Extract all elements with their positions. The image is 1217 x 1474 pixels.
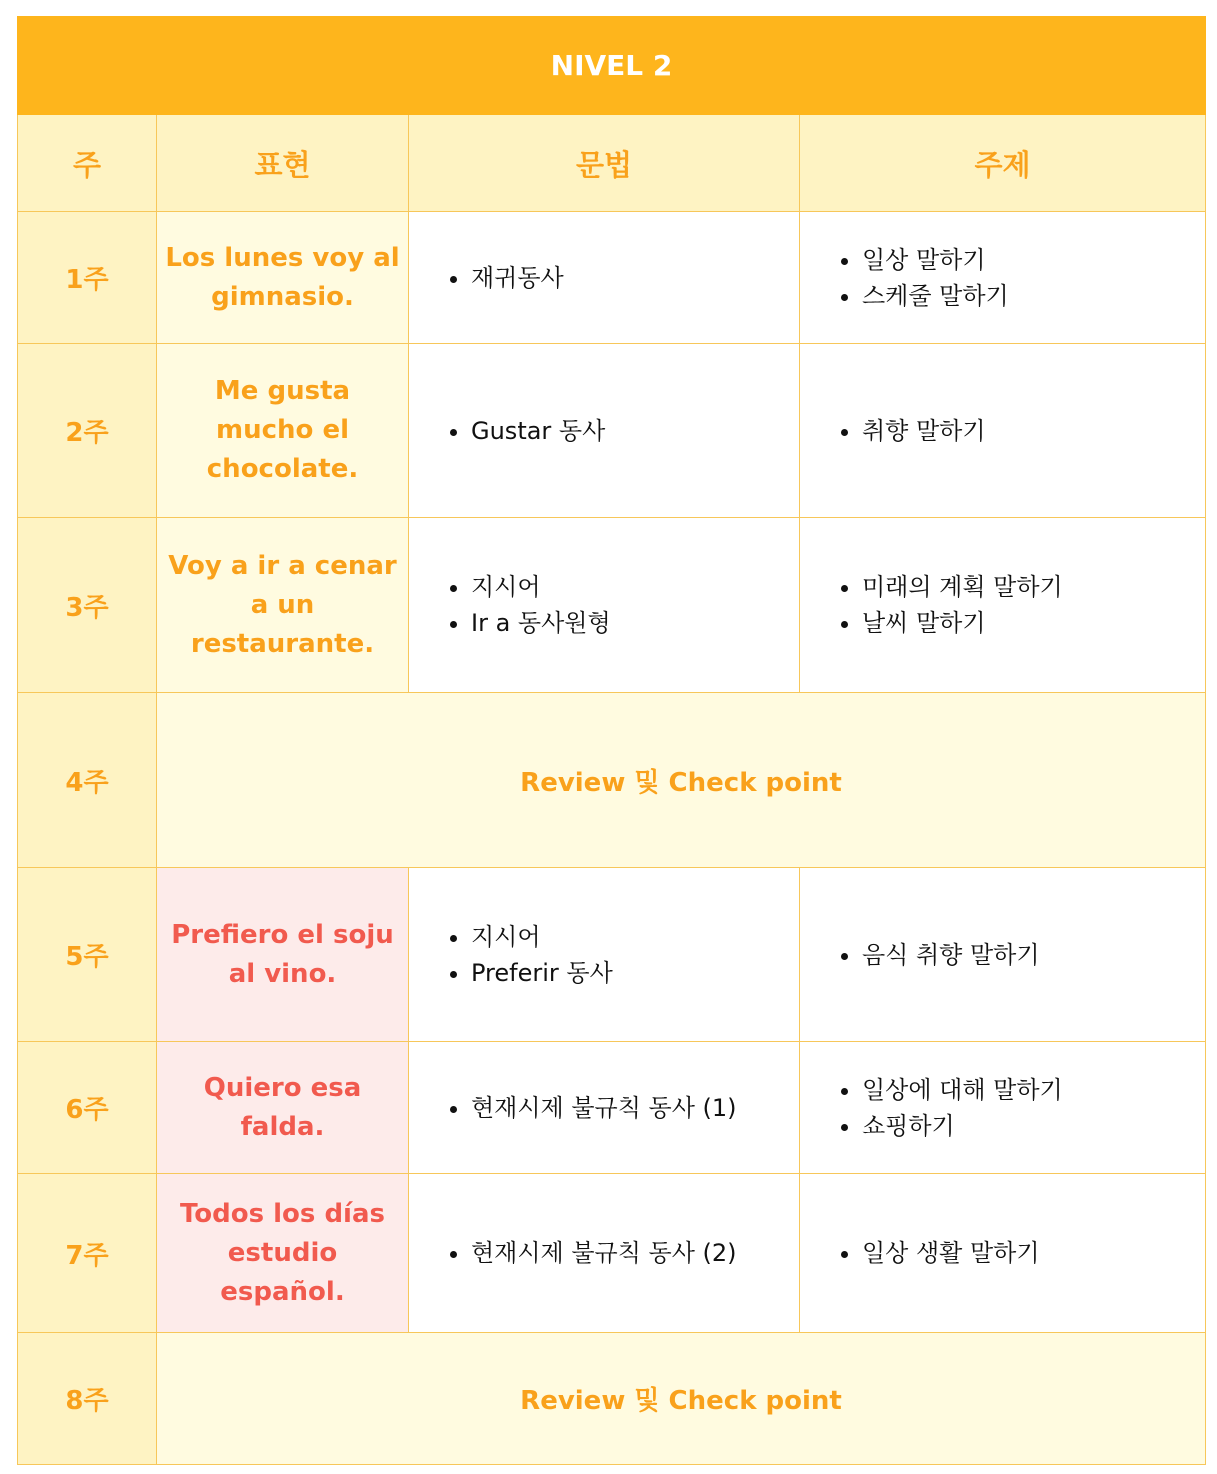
expression-text: Todos los días estudio español. <box>157 1174 409 1333</box>
grammar-list <box>409 1042 800 1174</box>
grammar-list <box>409 868 800 1042</box>
grammar-item: • Gustar 동사 <box>471 413 799 449</box>
header-topic: 주제 <box>800 115 1206 212</box>
week-label: 7주 <box>18 1174 157 1333</box>
expression-text: Voy a ir a cenar a un restaurante. <box>157 518 409 693</box>
week-label: 2주 <box>18 344 157 518</box>
table-row <box>18 344 1206 518</box>
topic-item: • 일상 생활 말하기 <box>862 1235 1205 1271</box>
table-row <box>18 518 1206 693</box>
topic-list <box>800 1042 1206 1174</box>
header-week: 주 <box>18 115 157 212</box>
topic-item: • 일상 말하기 <box>862 242 1205 278</box>
grammar-item: • 현재시제 불규칙 동사 (1) <box>471 1090 799 1126</box>
header-grammar: 문법 <box>409 115 800 212</box>
topic-item: • 미래의 계획 말하기 <box>862 569 1205 605</box>
week-label: 5주 <box>18 868 157 1042</box>
header-expression: 표현 <box>157 115 409 212</box>
grammar-item: • 지시어 <box>471 569 799 605</box>
table-row <box>18 1042 1206 1174</box>
topic-list <box>800 1174 1206 1333</box>
expression-text: Quiero esa falda. <box>157 1042 409 1174</box>
grammar-item: • Ir a 동사원형 <box>471 605 799 641</box>
topic-item: • 일상에 대해 말하기 <box>862 1072 1205 1108</box>
table-row <box>18 212 1206 344</box>
grammar-item: • 재귀동사 <box>471 260 799 296</box>
table-row <box>18 1174 1206 1333</box>
week-label: 8주 <box>18 1333 157 1465</box>
expression-text: Me gusta mucho el chocolate. <box>157 344 409 518</box>
grammar-item: • Preferir 동사 <box>471 955 799 991</box>
topic-item: • 음식 취향 말하기 <box>862 937 1205 973</box>
topic-list <box>800 518 1206 693</box>
topic-item: • 날씨 말하기 <box>862 605 1205 641</box>
review-checkpoint: Review 및 Check point <box>157 1333 1206 1465</box>
grammar-list <box>409 1174 800 1333</box>
topic-list <box>800 212 1206 344</box>
topic-list <box>800 868 1206 1042</box>
expression-text: Los lunes voy al gimnasio. <box>157 212 409 344</box>
review-checkpoint: Review 및 Check point <box>157 693 1206 868</box>
week-label: 3주 <box>18 518 157 693</box>
table-row <box>18 868 1206 1042</box>
topic-item: • 취향 말하기 <box>862 413 1205 449</box>
grammar-item: • 지시어 <box>471 919 799 955</box>
week-label: 6주 <box>18 1042 157 1174</box>
table-row <box>18 693 1206 868</box>
week-label: 4주 <box>18 693 157 868</box>
expression-text: Prefiero el soju al vino. <box>157 868 409 1042</box>
topic-item: • 스케줄 말하기 <box>862 278 1205 314</box>
grammar-list <box>409 212 800 344</box>
curriculum-table <box>17 16 1206 1465</box>
week-label: 1주 <box>18 212 157 344</box>
grammar-list <box>409 518 800 693</box>
grammar-item: • 현재시제 불규칙 동사 (2) <box>471 1235 799 1271</box>
table-row <box>18 1333 1206 1465</box>
grammar-list <box>409 344 800 518</box>
topic-list <box>800 344 1206 518</box>
topic-item: • 쇼핑하기 <box>862 1108 1205 1144</box>
table-title: NIVEL 2 <box>18 17 1206 115</box>
